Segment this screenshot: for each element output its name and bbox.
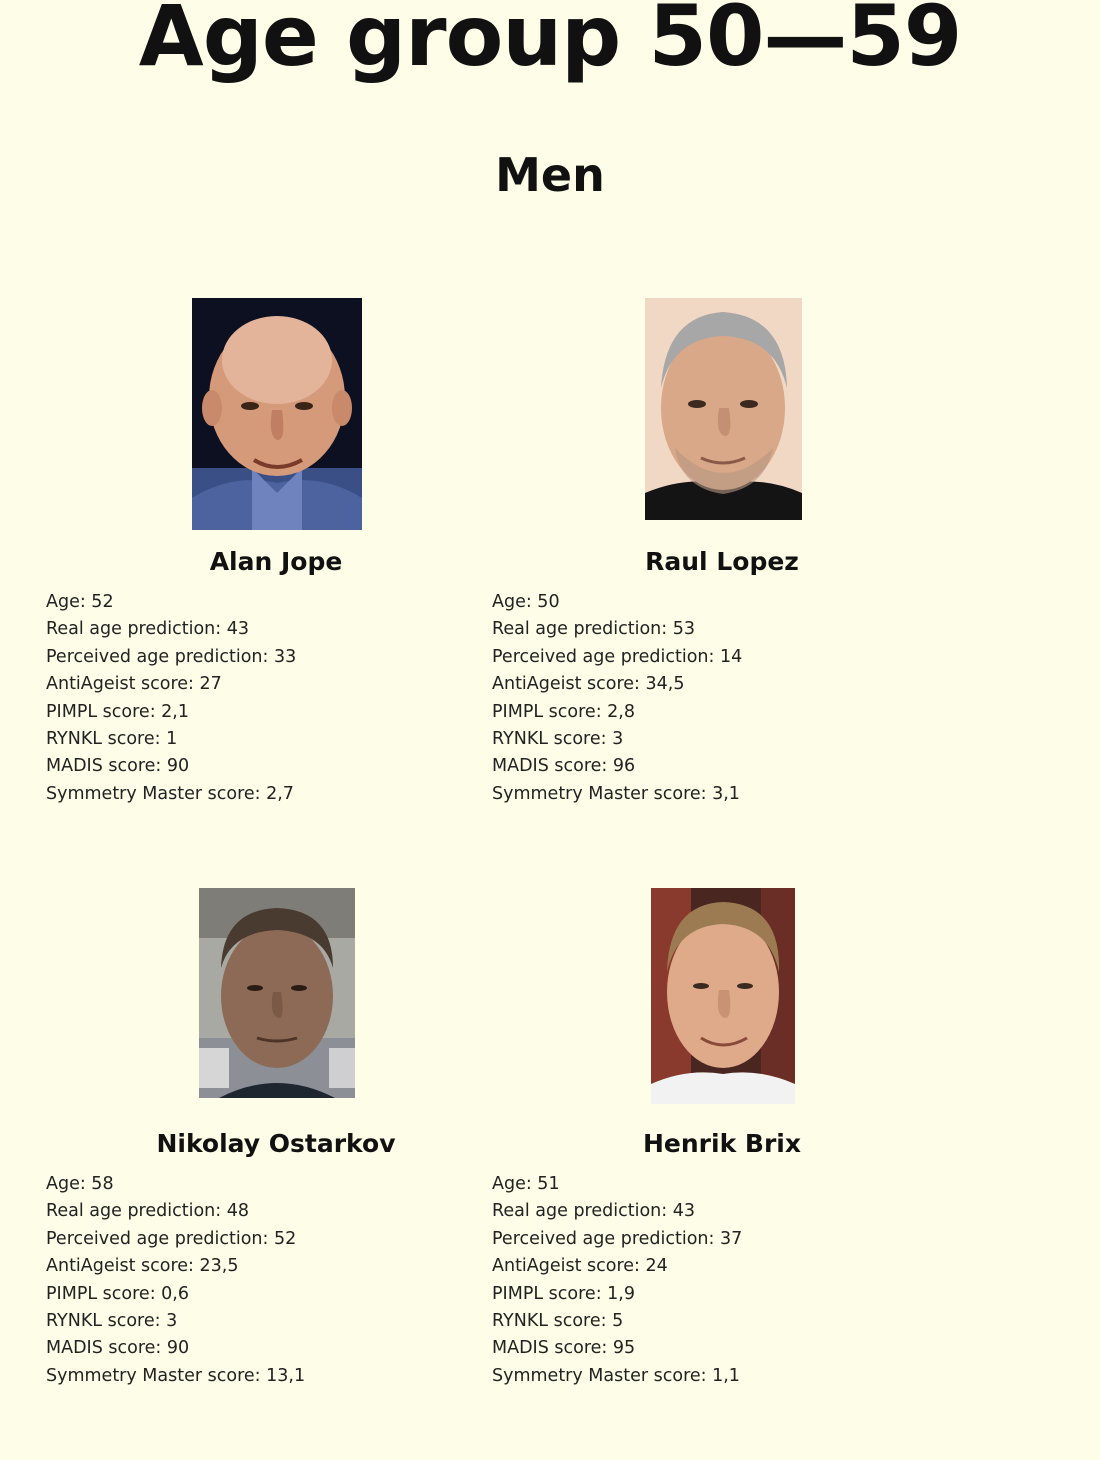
stat-symmetry-master-score: Symmetry Master score: 3,1 bbox=[492, 783, 740, 804]
stat-symmetry-master-score: Symmetry Master score: 1,1 bbox=[492, 1365, 740, 1386]
stat-madis-score: MADIS score: 90 bbox=[46, 756, 190, 777]
stat-real-age-prediction: Real age prediction: 53 bbox=[492, 619, 695, 640]
stat-age: Age: 52 bbox=[46, 592, 114, 612]
person-name: Nikolay Ostarkov bbox=[156, 1129, 396, 1158]
person-photo bbox=[199, 888, 355, 1098]
stat-pimpl-score: PIMPL score: 2,1 bbox=[46, 701, 189, 722]
stat-madis-score: MADIS score: 96 bbox=[492, 756, 636, 777]
stat-age: Age: 50 bbox=[492, 592, 560, 612]
person-card-nikolay-ostarkov bbox=[46, 0, 506, 1460]
blond-man-portrait-icon bbox=[651, 888, 795, 1104]
stat-age: Age: 58 bbox=[46, 1174, 114, 1194]
stat-pimpl-score: PIMPL score: 2,8 bbox=[492, 701, 635, 722]
stat-pimpl-score: PIMPL score: 1,9 bbox=[492, 1283, 635, 1304]
stat-symmetry-master-score: Symmetry Master score: 13,1 bbox=[46, 1365, 306, 1386]
person-stats bbox=[46, 1171, 305, 1390]
stat-perceived-age-prediction: Perceived age prediction: 52 bbox=[46, 1228, 297, 1249]
person-card-henrik-brix bbox=[492, 0, 952, 1460]
person-name: Alan Jope bbox=[209, 547, 343, 576]
stat-antiageist-score: AntiAgeist score: 23,5 bbox=[46, 1256, 239, 1277]
person-name: Raul Lopez bbox=[645, 547, 799, 576]
stat-rynkl-score: RYNKL score: 3 bbox=[46, 1311, 178, 1332]
stat-rynkl-score: RYNKL score: 3 bbox=[492, 729, 624, 750]
person-name: Henrik Brix bbox=[643, 1129, 801, 1158]
stat-rynkl-score: RYNKL score: 1 bbox=[46, 729, 178, 750]
stat-pimpl-score: PIMPL score: 0,6 bbox=[46, 1283, 189, 1304]
stat-antiageist-score: AntiAgeist score: 24 bbox=[492, 1256, 668, 1277]
stat-perceived-age-prediction: Perceived age prediction: 14 bbox=[492, 646, 743, 667]
stat-real-age-prediction: Real age prediction: 43 bbox=[46, 619, 249, 640]
stat-antiageist-score: AntiAgeist score: 27 bbox=[46, 674, 222, 695]
stat-perceived-age-prediction: Perceived age prediction: 37 bbox=[492, 1228, 743, 1249]
section-title: Men bbox=[495, 148, 605, 202]
person-photo bbox=[651, 888, 795, 1104]
stat-perceived-age-prediction: Perceived age prediction: 33 bbox=[46, 646, 297, 667]
person-stats bbox=[492, 1171, 742, 1390]
man-indoor-portrait-icon bbox=[199, 888, 355, 1098]
page-title: Age group 50—59 bbox=[138, 0, 962, 85]
stat-madis-score: MADIS score: 90 bbox=[46, 1338, 190, 1359]
stat-madis-score: MADIS score: 95 bbox=[492, 1338, 636, 1359]
stat-antiageist-score: AntiAgeist score: 34,5 bbox=[492, 674, 685, 695]
stat-real-age-prediction: Real age prediction: 43 bbox=[492, 1201, 695, 1222]
stat-age: Age: 51 bbox=[492, 1174, 560, 1194]
stat-real-age-prediction: Real age prediction: 48 bbox=[46, 1201, 249, 1222]
stat-symmetry-master-score: Symmetry Master score: 2,7 bbox=[46, 783, 294, 804]
stat-rynkl-score: RYNKL score: 5 bbox=[492, 1311, 624, 1332]
